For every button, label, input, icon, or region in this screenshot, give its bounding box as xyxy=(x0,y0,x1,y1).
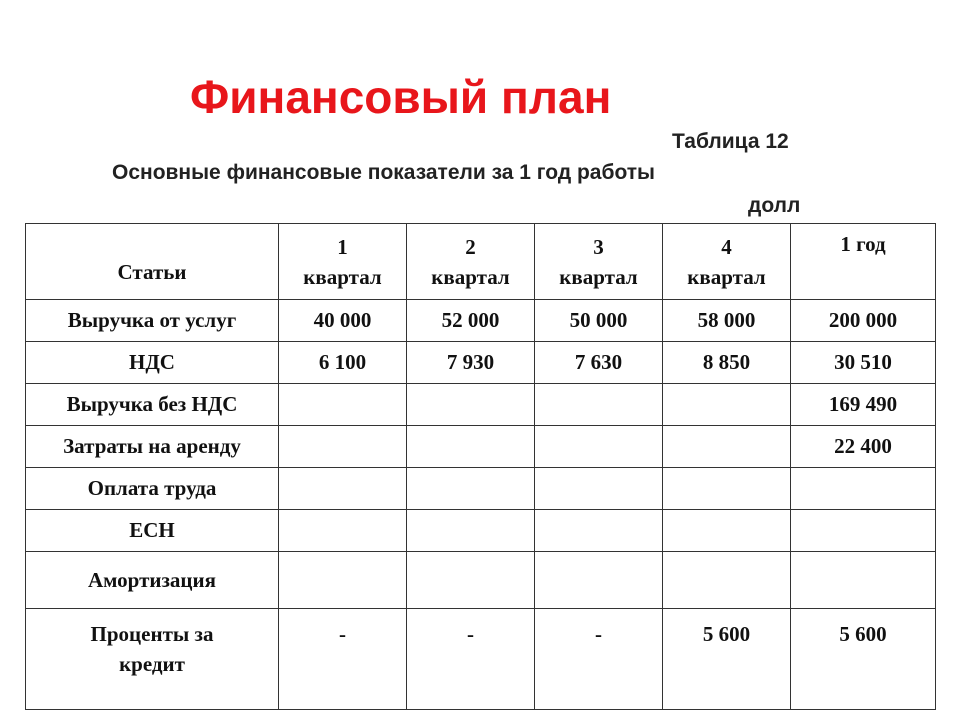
page-title: Финансовый план xyxy=(190,71,612,123)
row-label: Амортизация xyxy=(26,552,279,609)
cell-q3 xyxy=(535,552,663,609)
cell-q1: 6 100 xyxy=(279,342,407,384)
row-label: Затраты на аренду xyxy=(26,426,279,468)
header-q2: 2 квартал xyxy=(407,224,535,300)
cell-q2: 52 000 xyxy=(407,300,535,342)
cell-year: 30 510 xyxy=(791,342,936,384)
table-row xyxy=(26,552,936,609)
cell-q4: 5 600 xyxy=(663,609,791,710)
cell-q1 xyxy=(279,426,407,468)
header-q1: 1 квартал xyxy=(279,224,407,300)
cell-year: 5 600 xyxy=(791,609,936,710)
cell-year: 169 490 xyxy=(791,384,936,426)
cell-q2 xyxy=(407,468,535,510)
financial-table xyxy=(25,223,936,710)
header-q3: 3 квартал xyxy=(535,224,663,300)
cell-q1: 40 000 xyxy=(279,300,407,342)
header-row xyxy=(26,224,936,300)
cell-q4 xyxy=(663,552,791,609)
table-row xyxy=(26,342,936,384)
cell-q3 xyxy=(535,510,663,552)
table-row xyxy=(26,300,936,342)
cell-q4: 8 850 xyxy=(663,342,791,384)
table-row xyxy=(26,510,936,552)
cell-year xyxy=(791,510,936,552)
header-items: Статьи xyxy=(26,224,279,300)
row-label: ЕСН xyxy=(26,510,279,552)
cell-q1 xyxy=(279,384,407,426)
cell-q2 xyxy=(407,510,535,552)
table-number: Таблица 12 xyxy=(672,130,789,153)
cell-q3 xyxy=(535,426,663,468)
row-label: Выручка от услуг xyxy=(26,300,279,342)
header-q4: 4 квартал xyxy=(663,224,791,300)
cell-q3: - xyxy=(535,609,663,710)
cell-year: 200 000 xyxy=(791,300,936,342)
cell-q2: - xyxy=(407,609,535,710)
table-row xyxy=(26,426,936,468)
cell-q2 xyxy=(407,552,535,609)
cell-q1: - xyxy=(279,609,407,710)
header-year: 1 год xyxy=(791,224,936,300)
cell-q1 xyxy=(279,552,407,609)
cell-q3: 50 000 xyxy=(535,300,663,342)
currency-unit: долл xyxy=(748,194,801,217)
cell-q1 xyxy=(279,468,407,510)
cell-q4 xyxy=(663,384,791,426)
row-label: Выручка без НДС xyxy=(26,384,279,426)
cell-q3: 7 630 xyxy=(535,342,663,384)
row-label: Оплата труда xyxy=(26,468,279,510)
cell-year: 22 400 xyxy=(791,426,936,468)
table-row xyxy=(26,609,936,710)
row-label: НДС xyxy=(26,342,279,384)
cell-q4 xyxy=(663,426,791,468)
row-label: Проценты за кредит xyxy=(26,609,279,710)
cell-q2: 7 930 xyxy=(407,342,535,384)
table-row xyxy=(26,468,936,510)
cell-q4: 58 000 xyxy=(663,300,791,342)
cell-year xyxy=(791,468,936,510)
cell-q4 xyxy=(663,468,791,510)
cell-q3 xyxy=(535,384,663,426)
table-row xyxy=(26,384,936,426)
cell-q2 xyxy=(407,426,535,468)
cell-year xyxy=(791,552,936,609)
cell-q4 xyxy=(663,510,791,552)
table-caption: Основные финансовые показатели за 1 год работы xyxy=(112,161,655,184)
cell-q2 xyxy=(407,384,535,426)
cell-q1 xyxy=(279,510,407,552)
cell-q3 xyxy=(535,468,663,510)
